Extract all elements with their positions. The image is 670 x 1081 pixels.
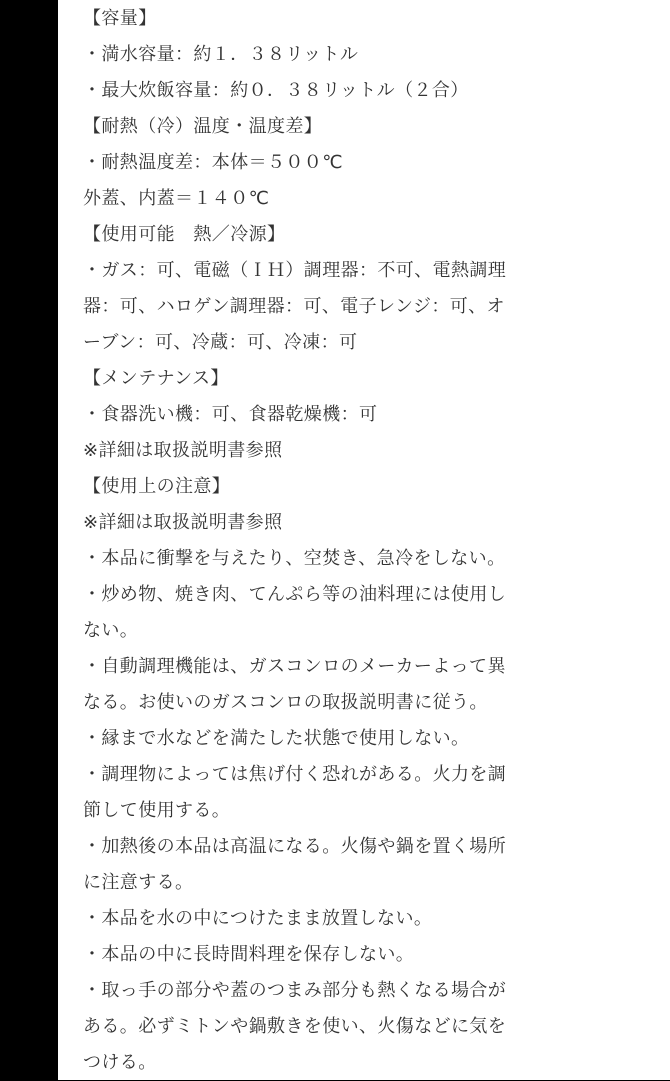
section-heading-maintenance: 【メンテナンス】 — [83, 368, 229, 389]
text-line: ・加熱後の本品は高温になる。火傷や鍋を置く場所 — [83, 836, 507, 857]
section-heading-capacity: 【容量】 — [83, 8, 157, 29]
text-line: ・最大炊飯容量：約０．３８リットル（２合） — [83, 80, 469, 101]
text-line: ・取っ手の部分や蓋のつまみ部分も熱くなる場合が — [83, 980, 507, 1001]
text-line: ・調理物によっては焦げ付く恐れがある。火力を調 — [83, 764, 507, 785]
section-heading-precautions: 【使用上の注意】 — [83, 476, 231, 497]
text-line: ・満水容量：約１．３８リットル — [83, 44, 359, 65]
section-heading-heat-resistance: 【耐熱（冷）温度・温度差】 — [83, 116, 323, 137]
text-line: に注意する。 — [83, 872, 194, 893]
text-line: つける。 — [83, 1052, 157, 1073]
text-line: ・自動調理機能は、ガスコンロのメーカーよって異 — [83, 656, 506, 677]
text-line: ※詳細は取扱説明書参照 — [83, 512, 283, 533]
text-line: ※詳細は取扱説明書参照 — [83, 440, 283, 461]
text-line: 器：可、ハロゲン調理器：可、電子レンジ：可、オ — [83, 296, 505, 317]
text-line: ・本品の中に長時間料理を保存しない。 — [83, 944, 415, 965]
text-line: ・本品に衝撃を与えたり、空焚き、急冷をしない。 — [83, 548, 506, 569]
text-line: ・本品を水の中につけたまま放置しない。 — [83, 908, 433, 929]
text-line: ない。 — [83, 620, 139, 641]
text-line: なる。お使いのガスコンロの取扱説明書に従う。 — [83, 692, 488, 713]
text-line: ある。必ずミトンや鍋敷きを使い、火傷などに気を — [83, 1016, 507, 1037]
text-line: ーブン：可、冷蔵：可、冷凍：可 — [83, 332, 358, 353]
text-line: 外蓋、内蓋＝１４０℃ — [83, 188, 270, 209]
document-page — [58, 0, 670, 1080]
text-line: ・耐熱温度差：本体＝５００℃ — [83, 152, 343, 173]
product-spec-text — [83, 1, 570, 1081]
text-line: ・食器洗い機：可、食器乾燥機：可 — [83, 404, 378, 425]
text-line: ・縁まで水などを満たした状態で使用しない。 — [83, 728, 470, 749]
section-heading-heat-sources: 【使用可能 熱／冷源】 — [83, 224, 286, 245]
text-line: ・炒め物、焼き肉、てんぷら等の油料理には使用し — [83, 584, 507, 605]
text-line: ・ガス：可、電磁（ＩＨ）調理器：不可、電熱調理 — [83, 260, 507, 281]
text-line: 節して使用する。 — [83, 800, 231, 821]
